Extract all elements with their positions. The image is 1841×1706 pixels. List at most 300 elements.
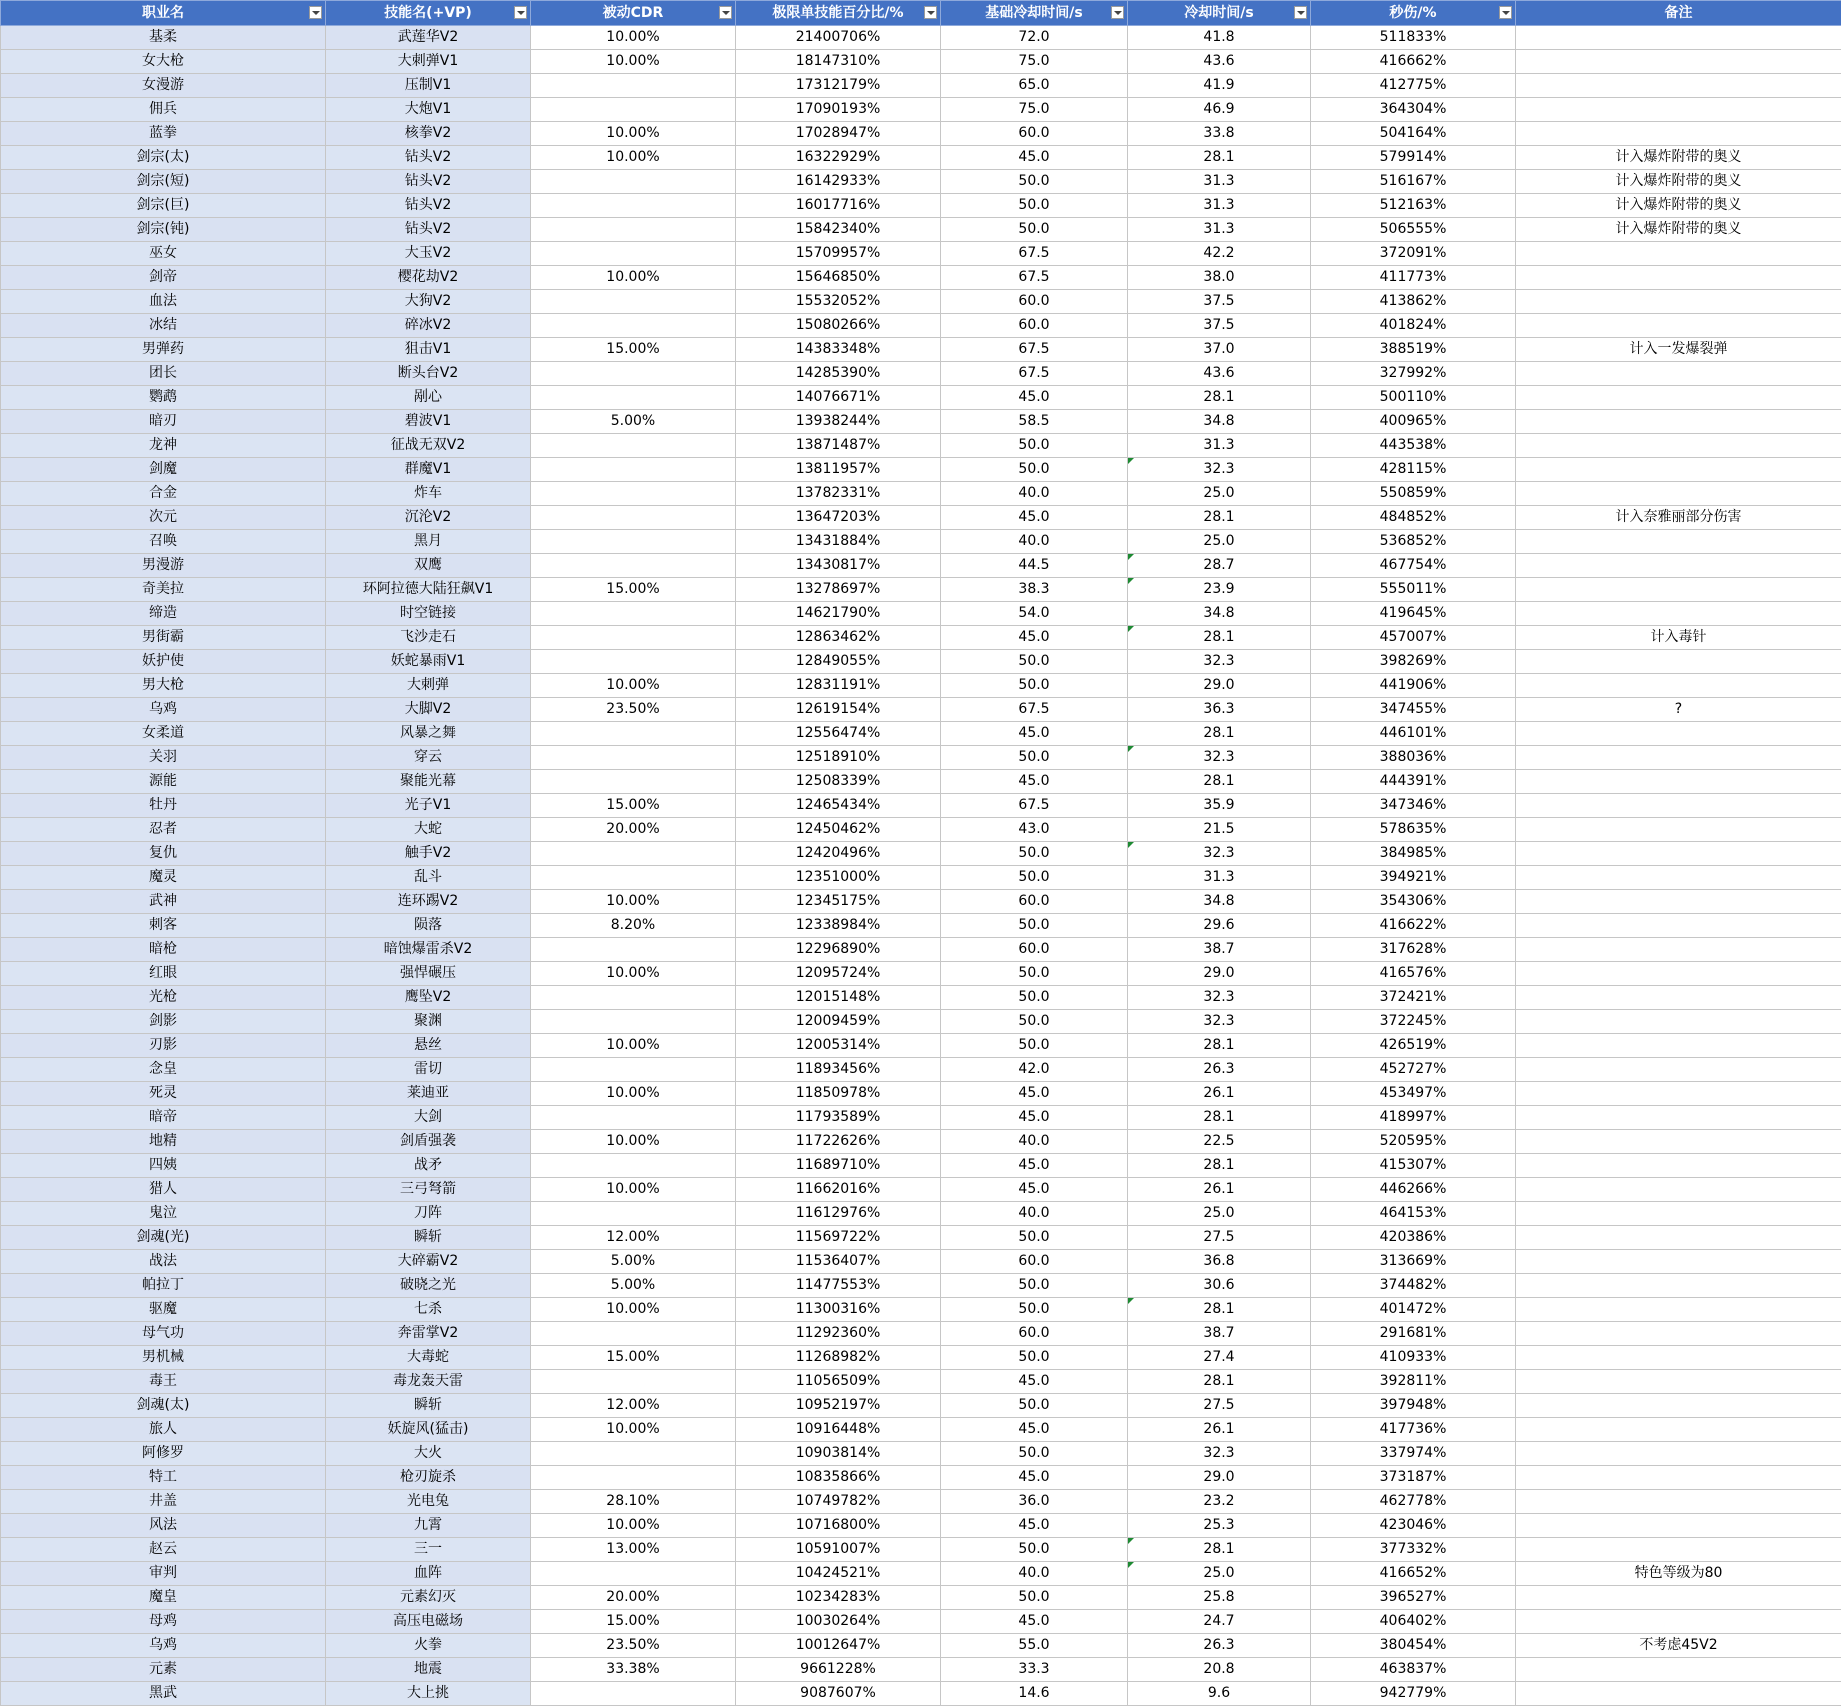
max-skill-percent-cell[interactable]: 12849055% (736, 650, 941, 674)
max-skill-percent-cell[interactable]: 21400706% (736, 26, 941, 50)
notes-cell[interactable]: 计入爆炸附带的奥义 (1516, 194, 1841, 218)
notes-cell[interactable] (1516, 914, 1841, 938)
notes-cell[interactable] (1516, 266, 1841, 290)
dps-cell[interactable]: 413862% (1311, 290, 1516, 314)
max-skill-percent-cell[interactable]: 12009459% (736, 1010, 941, 1034)
max-skill-percent-cell[interactable]: 13430817% (736, 554, 941, 578)
base-cooldown-cell[interactable]: 50.0 (941, 1274, 1128, 1298)
base-cooldown-cell[interactable]: 72.0 (941, 26, 1128, 50)
notes-cell[interactable] (1516, 434, 1841, 458)
cooldown-cell[interactable]: 28.1 (1128, 1034, 1311, 1058)
notes-cell[interactable] (1516, 314, 1841, 338)
skill-name-cell[interactable]: 妖旋风(猛击) (326, 1418, 531, 1442)
notes-cell[interactable] (1516, 386, 1841, 410)
dps-cell[interactable]: 327992% (1311, 362, 1516, 386)
max-skill-percent-cell[interactable]: 14285390% (736, 362, 941, 386)
dps-cell[interactable]: 428115% (1311, 458, 1516, 482)
notes-cell[interactable]: 计入毒针 (1516, 626, 1841, 650)
notes-cell[interactable]: 计入爆炸附带的奥义 (1516, 146, 1841, 170)
notes-cell[interactable]: 不考虑45V2 (1516, 1634, 1841, 1658)
dps-cell[interactable]: 412775% (1311, 74, 1516, 98)
passive-cdr-cell[interactable]: 10.00% (531, 50, 736, 74)
dps-cell[interactable]: 464153% (1311, 1202, 1516, 1226)
class-name-cell[interactable]: 剑魂(光) (1, 1226, 326, 1250)
notes-cell[interactable] (1516, 866, 1841, 890)
max-skill-percent-cell[interactable]: 14076671% (736, 386, 941, 410)
dps-cell[interactable]: 419645% (1311, 602, 1516, 626)
skill-name-cell[interactable]: 九霄 (326, 1514, 531, 1538)
class-name-cell[interactable]: 特工 (1, 1466, 326, 1490)
cooldown-cell[interactable]: 27.5 (1128, 1394, 1311, 1418)
max-skill-percent-cell[interactable]: 13431884% (736, 530, 941, 554)
class-name-cell[interactable]: 四姨 (1, 1154, 326, 1178)
dps-cell[interactable]: 500110% (1311, 386, 1516, 410)
notes-cell[interactable] (1516, 1370, 1841, 1394)
max-skill-percent-cell[interactable]: 11689710% (736, 1154, 941, 1178)
passive-cdr-cell[interactable] (531, 458, 736, 482)
class-name-cell[interactable]: 剑宗(钝) (1, 218, 326, 242)
passive-cdr-cell[interactable]: 5.00% (531, 410, 736, 434)
base-cooldown-cell[interactable]: 50.0 (941, 1538, 1128, 1562)
base-cooldown-cell[interactable]: 67.5 (941, 242, 1128, 266)
base-cooldown-cell[interactable]: 45.0 (941, 1514, 1128, 1538)
cooldown-cell[interactable]: 25.0 (1128, 482, 1311, 506)
dps-cell[interactable]: 453497% (1311, 1082, 1516, 1106)
cooldown-cell[interactable]: 28.1 (1128, 506, 1311, 530)
filter-dropdown-icon[interactable] (1499, 6, 1512, 19)
notes-cell[interactable] (1516, 1394, 1841, 1418)
cooldown-cell[interactable]: 42.2 (1128, 242, 1311, 266)
notes-cell[interactable] (1516, 1106, 1841, 1130)
skill-name-cell[interactable]: 枪刃旋杀 (326, 1466, 531, 1490)
dps-cell[interactable]: 550859% (1311, 482, 1516, 506)
skill-name-cell[interactable]: 触手V2 (326, 842, 531, 866)
dps-cell[interactable]: 511833% (1311, 26, 1516, 50)
base-cooldown-cell[interactable]: 45.0 (941, 386, 1128, 410)
cooldown-cell[interactable]: 35.9 (1128, 794, 1311, 818)
cooldown-cell[interactable]: 34.8 (1128, 410, 1311, 434)
passive-cdr-cell[interactable]: 10.00% (531, 266, 736, 290)
passive-cdr-cell[interactable]: 10.00% (531, 962, 736, 986)
base-cooldown-cell[interactable]: 50.0 (941, 1226, 1128, 1250)
notes-cell[interactable] (1516, 602, 1841, 626)
cooldown-cell[interactable]: 25.0 (1128, 1202, 1311, 1226)
passive-cdr-cell[interactable]: 10.00% (531, 1418, 736, 1442)
cooldown-cell[interactable]: 28.1 (1128, 386, 1311, 410)
class-name-cell[interactable]: 黑武 (1, 1682, 326, 1706)
max-skill-percent-cell[interactable]: 11300316% (736, 1298, 941, 1322)
base-cooldown-cell[interactable]: 45.0 (941, 506, 1128, 530)
cooldown-cell[interactable]: 38.7 (1128, 938, 1311, 962)
cooldown-cell[interactable]: 41.9 (1128, 74, 1311, 98)
passive-cdr-cell[interactable] (531, 1010, 736, 1034)
notes-cell[interactable] (1516, 1346, 1841, 1370)
cooldown-cell[interactable]: 29.0 (1128, 1466, 1311, 1490)
dps-cell[interactable]: 942779% (1311, 1682, 1516, 1706)
skill-name-cell[interactable]: 三弓弩箭 (326, 1178, 531, 1202)
cooldown-cell[interactable]: 31.3 (1128, 434, 1311, 458)
class-name-cell[interactable]: 阿修罗 (1, 1442, 326, 1466)
max-skill-percent-cell[interactable]: 11292360% (736, 1322, 941, 1346)
notes-cell[interactable]: 计入一发爆裂弹 (1516, 338, 1841, 362)
skill-name-cell[interactable]: 时空链接 (326, 602, 531, 626)
header-cell-base-cooldown[interactable] (941, 1, 1128, 26)
cooldown-cell[interactable]: 31.3 (1128, 866, 1311, 890)
passive-cdr-cell[interactable] (531, 290, 736, 314)
notes-cell[interactable]: 计入爆炸附带的奥义 (1516, 218, 1841, 242)
cooldown-cell[interactable]: 43.6 (1128, 50, 1311, 74)
max-skill-percent-cell[interactable]: 12015148% (736, 986, 941, 1010)
skill-name-cell[interactable]: 核拳V2 (326, 122, 531, 146)
skill-name-cell[interactable]: 毒龙轰天雷 (326, 1370, 531, 1394)
max-skill-percent-cell[interactable]: 10749782% (736, 1490, 941, 1514)
base-cooldown-cell[interactable]: 33.3 (941, 1658, 1128, 1682)
passive-cdr-cell[interactable] (531, 1202, 736, 1226)
class-name-cell[interactable]: 刺客 (1, 914, 326, 938)
skill-name-cell[interactable]: 悬丝 (326, 1034, 531, 1058)
class-name-cell[interactable]: 巫女 (1, 242, 326, 266)
notes-cell[interactable] (1516, 98, 1841, 122)
base-cooldown-cell[interactable]: 45.0 (941, 1418, 1128, 1442)
cooldown-cell[interactable]: 27.5 (1128, 1226, 1311, 1250)
dps-cell[interactable]: 467754% (1311, 554, 1516, 578)
class-name-cell[interactable]: 奇美拉 (1, 578, 326, 602)
class-name-cell[interactable]: 男漫游 (1, 554, 326, 578)
header-cell-cooldown[interactable] (1128, 1, 1311, 26)
notes-cell[interactable] (1516, 578, 1841, 602)
passive-cdr-cell[interactable]: 13.00% (531, 1538, 736, 1562)
skill-name-cell[interactable]: 战矛 (326, 1154, 531, 1178)
base-cooldown-cell[interactable]: 45.0 (941, 1178, 1128, 1202)
class-name-cell[interactable]: 冰结 (1, 314, 326, 338)
notes-cell[interactable] (1516, 1226, 1841, 1250)
dps-cell[interactable]: 291681% (1311, 1322, 1516, 1346)
skill-name-cell[interactable]: 奔雷掌V2 (326, 1322, 531, 1346)
passive-cdr-cell[interactable]: 15.00% (531, 794, 736, 818)
dps-cell[interactable]: 398269% (1311, 650, 1516, 674)
cooldown-cell[interactable]: 32.3 (1128, 986, 1311, 1010)
notes-cell[interactable] (1516, 410, 1841, 434)
notes-cell[interactable] (1516, 1514, 1841, 1538)
skill-name-cell[interactable]: 刀阵 (326, 1202, 531, 1226)
skill-name-cell[interactable]: 瞬斩 (326, 1394, 531, 1418)
base-cooldown-cell[interactable]: 50.0 (941, 866, 1128, 890)
max-skill-percent-cell[interactable]: 14383348% (736, 338, 941, 362)
base-cooldown-cell[interactable]: 45.0 (941, 1370, 1128, 1394)
dps-cell[interactable]: 347455% (1311, 698, 1516, 722)
passive-cdr-cell[interactable] (531, 842, 736, 866)
max-skill-percent-cell[interactable]: 15080266% (736, 314, 941, 338)
passive-cdr-cell[interactable] (531, 314, 736, 338)
class-name-cell[interactable]: 女柔道 (1, 722, 326, 746)
dps-cell[interactable]: 418997% (1311, 1106, 1516, 1130)
dps-cell[interactable]: 512163% (1311, 194, 1516, 218)
notes-cell[interactable] (1516, 986, 1841, 1010)
class-name-cell[interactable]: 旅人 (1, 1418, 326, 1442)
max-skill-percent-cell[interactable]: 15709957% (736, 242, 941, 266)
notes-cell[interactable] (1516, 1466, 1841, 1490)
cooldown-cell[interactable]: 9.6 (1128, 1682, 1311, 1706)
passive-cdr-cell[interactable] (531, 1058, 736, 1082)
base-cooldown-cell[interactable]: 67.5 (941, 338, 1128, 362)
max-skill-percent-cell[interactable]: 15532052% (736, 290, 941, 314)
skill-name-cell[interactable]: 光子V1 (326, 794, 531, 818)
skill-name-cell[interactable]: 大玉V2 (326, 242, 531, 266)
filter-dropdown-icon[interactable] (719, 6, 732, 19)
base-cooldown-cell[interactable]: 43.0 (941, 818, 1128, 842)
class-name-cell[interactable]: 男弹药 (1, 338, 326, 362)
passive-cdr-cell[interactable]: 15.00% (531, 338, 736, 362)
cooldown-cell[interactable]: 24.7 (1128, 1610, 1311, 1634)
filter-dropdown-icon[interactable] (924, 6, 937, 19)
notes-cell[interactable] (1516, 1538, 1841, 1562)
max-skill-percent-cell[interactable]: 11477553% (736, 1274, 941, 1298)
dps-cell[interactable]: 536852% (1311, 530, 1516, 554)
skill-name-cell[interactable]: 飞沙走石 (326, 626, 531, 650)
passive-cdr-cell[interactable] (531, 602, 736, 626)
dps-cell[interactable]: 417736% (1311, 1418, 1516, 1442)
passive-cdr-cell[interactable] (531, 554, 736, 578)
skill-name-cell[interactable]: 连环踢V2 (326, 890, 531, 914)
notes-cell[interactable] (1516, 1010, 1841, 1034)
skill-name-cell[interactable]: 乱斗 (326, 866, 531, 890)
max-skill-percent-cell[interactable]: 15646850% (736, 266, 941, 290)
notes-cell[interactable] (1516, 362, 1841, 386)
base-cooldown-cell[interactable]: 50.0 (941, 986, 1128, 1010)
cooldown-cell[interactable]: 30.6 (1128, 1274, 1311, 1298)
dps-cell[interactable]: 337974% (1311, 1442, 1516, 1466)
skill-name-cell[interactable]: 大狗V2 (326, 290, 531, 314)
dps-cell[interactable]: 364304% (1311, 98, 1516, 122)
skill-name-cell[interactable]: 断头台V2 (326, 362, 531, 386)
passive-cdr-cell[interactable]: 10.00% (531, 146, 736, 170)
notes-cell[interactable] (1516, 482, 1841, 506)
cooldown-cell[interactable]: 38.0 (1128, 266, 1311, 290)
cooldown-cell[interactable]: 22.5 (1128, 1130, 1311, 1154)
skill-name-cell[interactable]: 瞬斩 (326, 1226, 531, 1250)
class-name-cell[interactable]: 鹦鹉 (1, 386, 326, 410)
notes-cell[interactable] (1516, 1658, 1841, 1682)
passive-cdr-cell[interactable]: 20.00% (531, 1586, 736, 1610)
passive-cdr-cell[interactable] (531, 170, 736, 194)
base-cooldown-cell[interactable]: 50.0 (941, 218, 1128, 242)
class-name-cell[interactable]: 毒王 (1, 1370, 326, 1394)
cooldown-cell[interactable]: 29.6 (1128, 914, 1311, 938)
passive-cdr-cell[interactable] (531, 482, 736, 506)
base-cooldown-cell[interactable]: 67.5 (941, 794, 1128, 818)
class-name-cell[interactable]: 乌鸡 (1, 698, 326, 722)
max-skill-percent-cell[interactable]: 13811957% (736, 458, 941, 482)
class-name-cell[interactable]: 赵云 (1, 1538, 326, 1562)
notes-cell[interactable] (1516, 1442, 1841, 1466)
class-name-cell[interactable]: 帕拉丁 (1, 1274, 326, 1298)
base-cooldown-cell[interactable]: 50.0 (941, 1586, 1128, 1610)
base-cooldown-cell[interactable]: 50.0 (941, 746, 1128, 770)
class-name-cell[interactable]: 男街霸 (1, 626, 326, 650)
skill-name-cell[interactable]: 七杀 (326, 1298, 531, 1322)
dps-cell[interactable]: 401472% (1311, 1298, 1516, 1322)
cooldown-cell[interactable]: 26.3 (1128, 1058, 1311, 1082)
class-name-cell[interactable]: 复仇 (1, 842, 326, 866)
skill-name-cell[interactable]: 武莲华V2 (326, 26, 531, 50)
base-cooldown-cell[interactable]: 50.0 (941, 1442, 1128, 1466)
max-skill-percent-cell[interactable]: 17312179% (736, 74, 941, 98)
class-name-cell[interactable]: 女漫游 (1, 74, 326, 98)
max-skill-percent-cell[interactable]: 10716800% (736, 1514, 941, 1538)
dps-cell[interactable]: 416662% (1311, 50, 1516, 74)
max-skill-percent-cell[interactable]: 12345175% (736, 890, 941, 914)
passive-cdr-cell[interactable] (531, 626, 736, 650)
class-name-cell[interactable]: 忍者 (1, 818, 326, 842)
passive-cdr-cell[interactable]: 5.00% (531, 1250, 736, 1274)
class-name-cell[interactable]: 剑影 (1, 1010, 326, 1034)
skill-name-cell[interactable]: 地震 (326, 1658, 531, 1682)
dps-cell[interactable]: 446101% (1311, 722, 1516, 746)
base-cooldown-cell[interactable]: 50.0 (941, 1394, 1128, 1418)
base-cooldown-cell[interactable]: 45.0 (941, 1466, 1128, 1490)
base-cooldown-cell[interactable]: 45.0 (941, 1154, 1128, 1178)
passive-cdr-cell[interactable] (531, 194, 736, 218)
notes-cell[interactable] (1516, 818, 1841, 842)
base-cooldown-cell[interactable]: 67.5 (941, 698, 1128, 722)
base-cooldown-cell[interactable]: 40.0 (941, 1202, 1128, 1226)
skill-name-cell[interactable]: 碧波V1 (326, 410, 531, 434)
header-cell-class-name[interactable] (1, 1, 326, 26)
class-name-cell[interactable]: 魔灵 (1, 866, 326, 890)
max-skill-percent-cell[interactable]: 12351000% (736, 866, 941, 890)
class-name-cell[interactable]: 武神 (1, 890, 326, 914)
passive-cdr-cell[interactable]: 10.00% (531, 1082, 736, 1106)
cooldown-cell[interactable]: 43.6 (1128, 362, 1311, 386)
base-cooldown-cell[interactable]: 45.0 (941, 722, 1128, 746)
class-name-cell[interactable]: 驱魔 (1, 1298, 326, 1322)
skill-name-cell[interactable]: 群魔V1 (326, 458, 531, 482)
passive-cdr-cell[interactable]: 10.00% (531, 1178, 736, 1202)
notes-cell[interactable] (1516, 554, 1841, 578)
skill-name-cell[interactable]: 大炮V1 (326, 98, 531, 122)
dps-cell[interactable]: 372421% (1311, 986, 1516, 1010)
notes-cell[interactable] (1516, 530, 1841, 554)
cooldown-cell[interactable]: 38.7 (1128, 1322, 1311, 1346)
max-skill-percent-cell[interactable]: 12518910% (736, 746, 941, 770)
class-name-cell[interactable]: 鬼泣 (1, 1202, 326, 1226)
class-name-cell[interactable]: 剑魔 (1, 458, 326, 482)
notes-cell[interactable] (1516, 242, 1841, 266)
cooldown-cell[interactable]: 23.9 (1128, 578, 1311, 602)
class-name-cell[interactable]: 暗刃 (1, 410, 326, 434)
max-skill-percent-cell[interactable]: 12338984% (736, 914, 941, 938)
max-skill-percent-cell[interactable]: 13647203% (736, 506, 941, 530)
passive-cdr-cell[interactable]: 23.50% (531, 1634, 736, 1658)
dps-cell[interactable]: 377332% (1311, 1538, 1516, 1562)
cooldown-cell[interactable]: 34.8 (1128, 890, 1311, 914)
notes-cell[interactable] (1516, 1322, 1841, 1346)
max-skill-percent-cell[interactable]: 10903814% (736, 1442, 941, 1466)
passive-cdr-cell[interactable]: 15.00% (531, 1346, 736, 1370)
dps-cell[interactable]: 400965% (1311, 410, 1516, 434)
cooldown-cell[interactable]: 28.1 (1128, 1154, 1311, 1178)
passive-cdr-cell[interactable]: 10.00% (531, 890, 736, 914)
class-name-cell[interactable]: 剑魂(太) (1, 1394, 326, 1418)
class-name-cell[interactable]: 团长 (1, 362, 326, 386)
dps-cell[interactable]: 354306% (1311, 890, 1516, 914)
cooldown-cell[interactable]: 31.3 (1128, 218, 1311, 242)
base-cooldown-cell[interactable]: 50.0 (941, 194, 1128, 218)
dps-cell[interactable]: 384985% (1311, 842, 1516, 866)
skill-name-cell[interactable]: 双鹰 (326, 554, 531, 578)
max-skill-percent-cell[interactable]: 12508339% (736, 770, 941, 794)
notes-cell[interactable] (1516, 1250, 1841, 1274)
base-cooldown-cell[interactable]: 60.0 (941, 1250, 1128, 1274)
base-cooldown-cell[interactable]: 55.0 (941, 1634, 1128, 1658)
max-skill-percent-cell[interactable]: 11793589% (736, 1106, 941, 1130)
passive-cdr-cell[interactable] (531, 98, 736, 122)
notes-cell[interactable] (1516, 674, 1841, 698)
skill-name-cell[interactable]: 高压电磁场 (326, 1610, 531, 1634)
cooldown-cell[interactable]: 32.3 (1128, 650, 1311, 674)
skill-name-cell[interactable]: 大刺弹 (326, 674, 531, 698)
base-cooldown-cell[interactable]: 50.0 (941, 1034, 1128, 1058)
base-cooldown-cell[interactable]: 36.0 (941, 1490, 1128, 1514)
class-name-cell[interactable]: 次元 (1, 506, 326, 530)
notes-cell[interactable]: 特色等级为80 (1516, 1562, 1841, 1586)
class-name-cell[interactable]: 暗枪 (1, 938, 326, 962)
class-name-cell[interactable]: 战法 (1, 1250, 326, 1274)
skill-name-cell[interactable]: 大脚V2 (326, 698, 531, 722)
skill-name-cell[interactable]: 妖蛇暴雨V1 (326, 650, 531, 674)
base-cooldown-cell[interactable]: 60.0 (941, 890, 1128, 914)
dps-cell[interactable]: 380454% (1311, 1634, 1516, 1658)
class-name-cell[interactable]: 血法 (1, 290, 326, 314)
class-name-cell[interactable]: 光枪 (1, 986, 326, 1010)
notes-cell[interactable] (1516, 1274, 1841, 1298)
passive-cdr-cell[interactable]: 15.00% (531, 1610, 736, 1634)
max-skill-percent-cell[interactable]: 9661228% (736, 1658, 941, 1682)
passive-cdr-cell[interactable] (531, 1370, 736, 1394)
cooldown-cell[interactable]: 28.1 (1128, 1106, 1311, 1130)
notes-cell[interactable] (1516, 1682, 1841, 1706)
passive-cdr-cell[interactable]: 20.00% (531, 818, 736, 842)
class-name-cell[interactable]: 暗帝 (1, 1106, 326, 1130)
dps-cell[interactable]: 394921% (1311, 866, 1516, 890)
notes-cell[interactable] (1516, 1610, 1841, 1634)
filter-dropdown-icon[interactable] (514, 6, 527, 19)
max-skill-percent-cell[interactable]: 11850978% (736, 1082, 941, 1106)
cooldown-cell[interactable]: 25.8 (1128, 1586, 1311, 1610)
skill-name-cell[interactable]: 大上挑 (326, 1682, 531, 1706)
skill-name-cell[interactable]: 大碎霸V2 (326, 1250, 531, 1274)
header-cell-notes[interactable] (1516, 1, 1841, 26)
dps-cell[interactable]: 411773% (1311, 266, 1516, 290)
skill-name-cell[interactable]: 钻头V2 (326, 170, 531, 194)
passive-cdr-cell[interactable] (531, 938, 736, 962)
max-skill-percent-cell[interactable]: 14621790% (736, 602, 941, 626)
dps-cell[interactable]: 317628% (1311, 938, 1516, 962)
passive-cdr-cell[interactable] (531, 722, 736, 746)
class-name-cell[interactable]: 剑宗(太) (1, 146, 326, 170)
header-cell-max-skill-percent[interactable] (736, 1, 941, 26)
skill-name-cell[interactable]: 聚渊 (326, 1010, 531, 1034)
cooldown-cell[interactable]: 32.3 (1128, 458, 1311, 482)
max-skill-percent-cell[interactable]: 12556474% (736, 722, 941, 746)
skill-name-cell[interactable]: 大蛇 (326, 818, 531, 842)
base-cooldown-cell[interactable]: 50.0 (941, 434, 1128, 458)
base-cooldown-cell[interactable]: 75.0 (941, 98, 1128, 122)
notes-cell[interactable] (1516, 1586, 1841, 1610)
max-skill-percent-cell[interactable]: 17028947% (736, 122, 941, 146)
filter-dropdown-icon[interactable] (1111, 6, 1124, 19)
skill-name-cell[interactable]: 火拳 (326, 1634, 531, 1658)
